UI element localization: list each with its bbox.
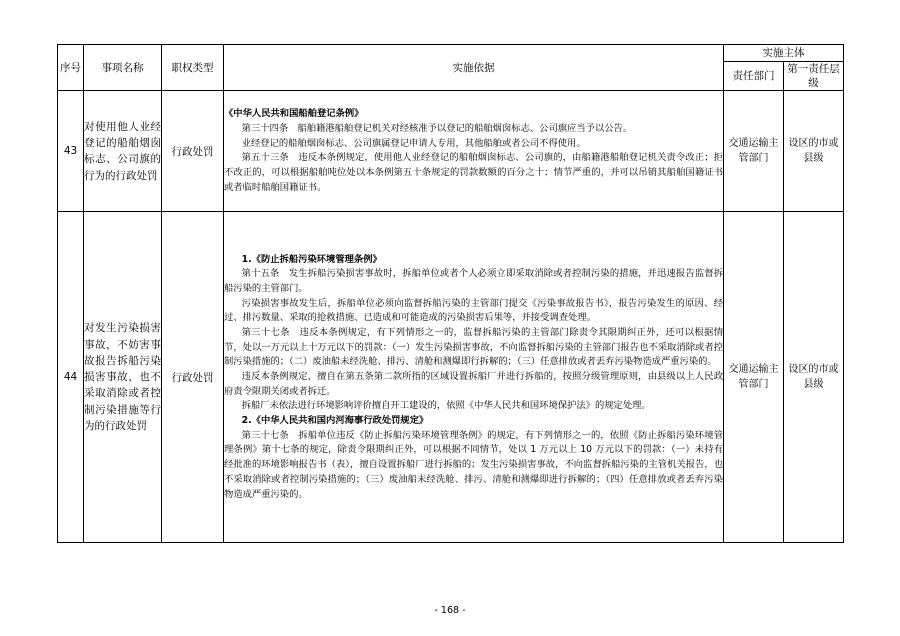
authority-items-table <box>57 44 844 543</box>
header-seq <box>58 45 84 91</box>
page-number: - 168 - <box>434 605 466 616</box>
header-type: 职权类型 <box>162 45 224 91</box>
table-row <box>58 212 844 543</box>
row-responsible-level: 设区的市或县级 <box>784 212 844 543</box>
header-dept: 责任部门 <box>724 62 784 91</box>
row-item-name: 对使用他人业经登记的船舶烟囱标志、公司旗的行为的行政处罚 <box>84 91 162 212</box>
row-authority-type: 行政处罚 <box>162 212 224 543</box>
header-seq-char-1: 序号 <box>60 61 81 74</box>
header-basis: 实施依据 <box>224 45 724 91</box>
basis-paragraph: 第三十七条 拆船单位违反《防止拆船污染环境管理条例》的规定，有下列情形之一的，依照《防止拆船污染环境管理条例》第十七条的规定，除责令限期纠正外，可以根据不同情节，处以 1 万元以上 10 万元以下的罚款：（一）未持有经批准的环境影响报告书（表），擅自设置拆船厂进行拆船的；发生污染损害事故，不向监督拆船污染的主管机关报告，也不采取消除或者控制污染措施的；（三）废油船未经洗舱、排污、清舱和测爆即进行拆解的；（四）任意排放或者丢弃污染物造成严重污染的。 <box>224 429 723 500</box>
row-legal-basis <box>224 91 724 212</box>
basis-paragraph: 第三十七条 违反本条例规定，有下列情形之一的，监督拆船污染的主管部门除责令其限期纠正外，还可以根据情节，处以一万元以上十万元以下的罚款：（一）发生污染损害事故，不向监督拆船污染的主管部门报告也不采取消除或者控制污染措施的；（二）废油船未经洗舱、排污、清舱和测爆即行拆解的；（三）任意排放或者丢弃污染物造成严重污染的。 <box>224 326 723 368</box>
basis-paragraph: 业经登记的船舶烟囱标志、公司旗属登记申请人专用，其他船舶或者公司不得使用。 <box>241 137 586 149</box>
row-seq: 43 <box>58 91 84 212</box>
basis-paragraph: 1.《防止拆船污染环境管理条例》 <box>241 253 382 265</box>
basis-paragraph: 第十五条 发生拆船污染损害事故时，拆船单位或者个人必须立即采取消除或者控制污染的措施，并迅速报告监督拆船污染的主管部门。 <box>224 268 723 294</box>
basis-paragraph: 2.《中华人民共和国内河海事行政处罚规定》 <box>241 415 429 427</box>
row-legal-basis <box>224 212 724 543</box>
page-footer <box>0 605 900 616</box>
row-responsible-dept: 交通运输主管部门 <box>724 91 784 212</box>
header-subject-group: 实施主体 <box>724 45 844 62</box>
basis-paragraph: 违反本条例规定，擅自在第五条第二款所指的区域设置拆船厂并进行拆船的，按照分级管理原则，由县级以上人民政府责令限期关闭或者拆迁。 <box>224 371 723 397</box>
row-seq: 44 <box>58 212 84 543</box>
header-level: 第一责任层级 <box>784 62 844 91</box>
basis-paragraph: 拆船厂未依法进行环境影响评价擅自开工建设的，依照《中华人民共和国环境保护法》的规定处理。 <box>241 400 651 412</box>
basis-paragraph: 《中华人民共和国船舶登记条例》 <box>224 108 364 120</box>
row-item-name: 对发生污染损害事故，不妨害事故报告拆船污染损害事故，也不采取消除或者控制污染措施等行为的行政处罚 <box>84 212 162 543</box>
table-row <box>58 91 844 212</box>
row-responsible-level: 设区的市或县级 <box>784 91 844 212</box>
basis-paragraph: 污染损害事故发生后，拆船单位必须向监督拆船污染的主管部门提交《污染事故报告书》，报告污染发生的原因、经过、排污数量、采取的抢救措施、已造成和可能造成的污染损害后果等，并接受调查处理。 <box>224 297 723 324</box>
basis-paragraph: 第三十四条 船舶籍港船舶登记机关对经核准予以登记的船舶烟囱标志、公司旗应当予以公告。 <box>241 122 633 134</box>
table-header-row-1 <box>58 45 844 62</box>
basis-paragraph: 第五十三条 违反本条例规定，使用他人业经登记的船舶烟囱标志、公司旗的，由船籍港船舶登记机关责令改正；拒不改正的，可以根据船舶吨位处以本条例第五十条规定的罚款数额的百分之十；情节严重的，并可以吊销其船舶国籍证书或者临时船舶国籍证书。 <box>224 152 723 193</box>
header-name: 事项名称 <box>84 45 162 91</box>
row-responsible-dept: 交通运输主管部门 <box>724 212 784 543</box>
row-authority-type: 行政处罚 <box>162 91 224 212</box>
